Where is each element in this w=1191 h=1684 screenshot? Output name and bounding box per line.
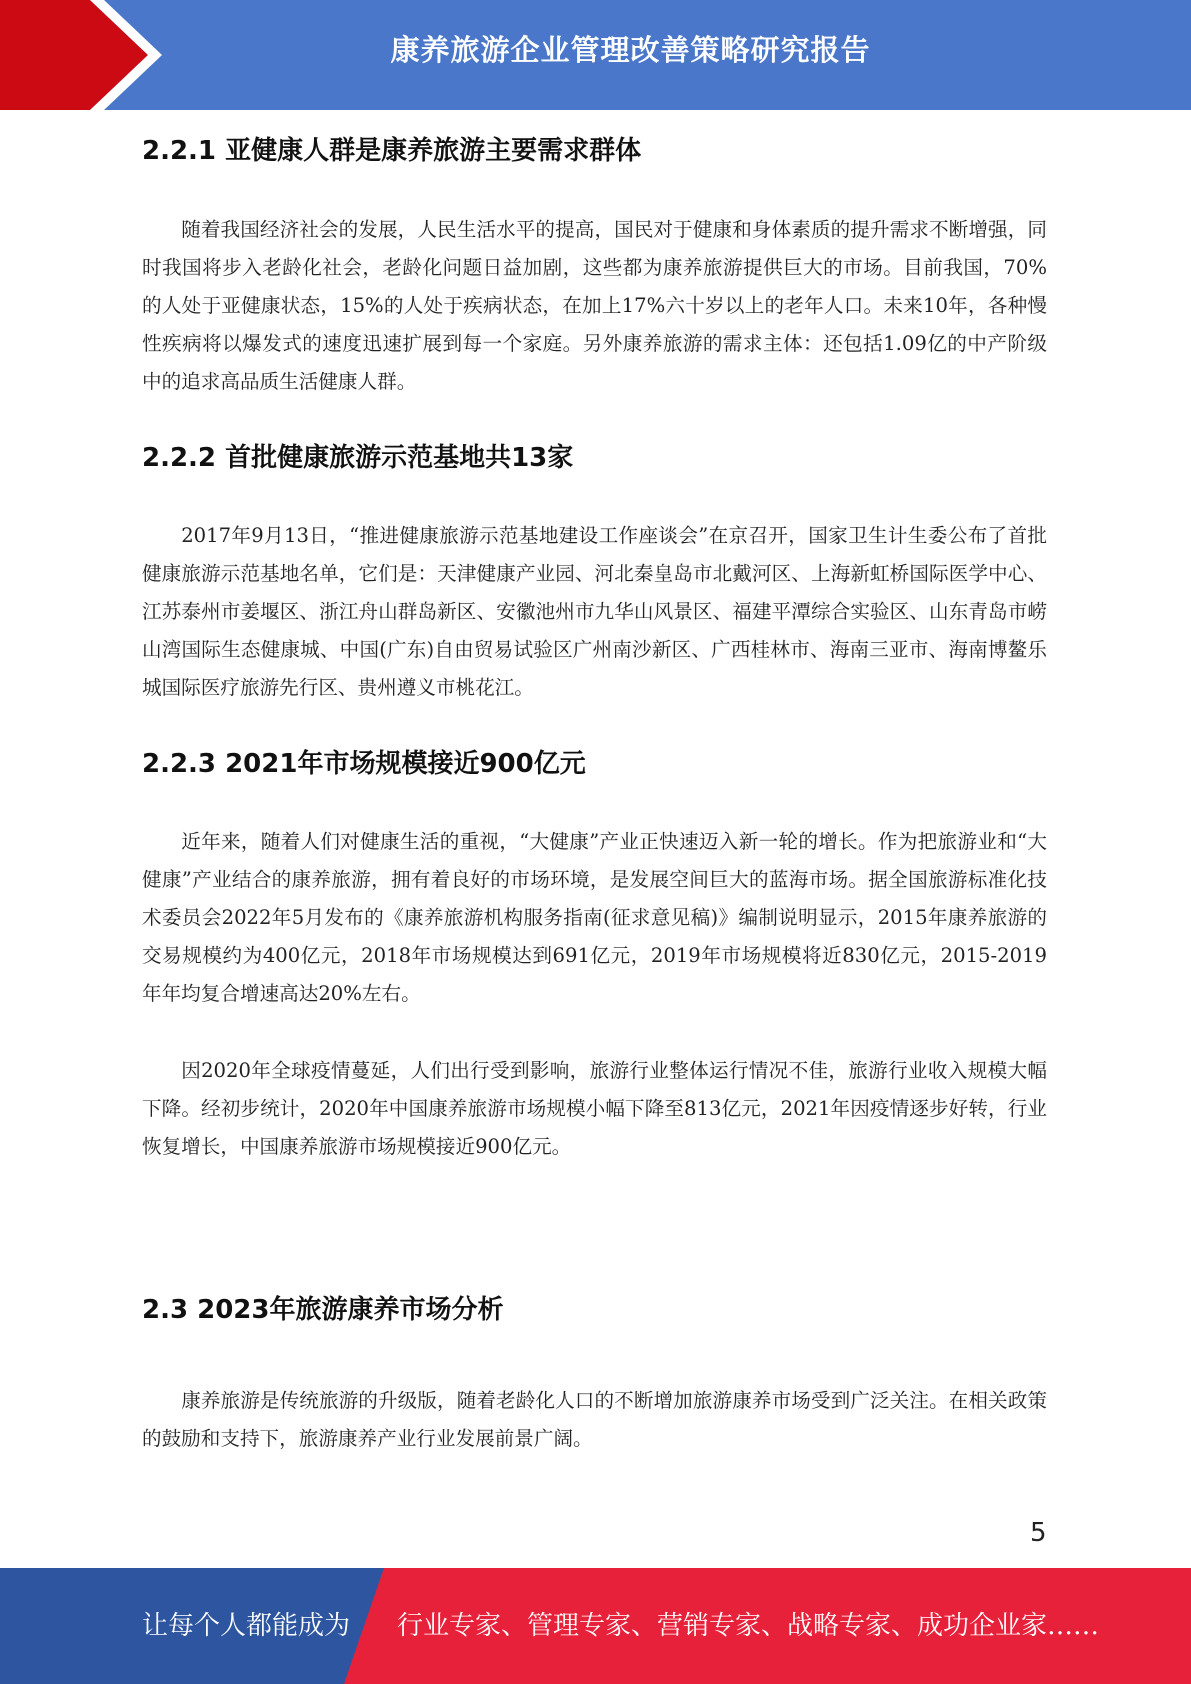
section-heading: 2.2.3 2021年市场规模接近900亿元 — [142, 749, 586, 779]
footer-slogan-right: 行业专家、管理专家、营销专家、战略专家、成功企业家…… — [397, 1611, 1100, 1641]
section-heading: 2.2.1 亚健康人群是康养旅游主要需求群体 — [142, 136, 642, 166]
section-paragraph: 因2020年全球疫情蔓延，人们出行受到影响，旅游行业整体运行情况不佳，旅游行业收入规模大幅下降。经初步统计，2020年中国康养旅游市场规模小幅下降至813亿元，2021年因疫情逐步好转，行业恢复增长，中国康养旅游市场规模接近900亿元。 — [142, 1059, 1047, 1158]
page-number: 5 — [1030, 1518, 1047, 1548]
footer-slogan-left: 让每个人都能成为 — [142, 1611, 351, 1641]
document-title: 康养旅游企业管理改善策略研究报告 — [390, 33, 871, 67]
header-banner — [0, 0, 1191, 110]
section-paragraph: 2017年9月13日，“推进健康旅游示范基地建设工作座谈会”在京召开，国家卫生计生委公布了首批健康旅游示范基地名单，它们是：天津健康产业园、河北秦皇岛市北戴河区、上海新虹桥国际医学中心、江苏泰州市姜堰区、浙江舟山群岛新区、安徽池州市九华山风景区、福建平潭综合实验区、山东青岛市崂山湾国际生态健康城、中国(广东)自由贸易试验区广州南沙新区、广西桂林市、海南三亚市、海南博鳌乐城国际医疗旅游先行区、贵州遵义市桃花江。 — [142, 524, 1047, 699]
section-paragraph: 近年来，随着人们对健康生活的重视，“大健康”产业正快速迈入新一轮的增长。作为把旅游业和“大健康”产业结合的康养旅游，拥有着良好的市场环境，是发展空间巨大的蓝海市场。据全国旅游标准化技术委员会2022年5月发布的《康养旅游机构服务指南(征求意见稿)》编制说明显示，2015年康养旅游的交易规模约为400亿元，2018年市场规模达到691亿元，2019年市场规模将近830亿元，2015-2019年年均复合增速高达20%左右。 — [142, 830, 1047, 1005]
section-heading: 2.3 2023年旅游康养市场分析 — [142, 1295, 504, 1325]
section-paragraph: 康养旅游是传统旅游的升级版，随着老龄化人口的不断增加旅游康养市场受到广泛关注。在相关政策的鼓励和支持下，旅游康养产业行业发展前景广阔。 — [142, 1389, 1047, 1450]
footer-banner — [0, 1568, 1191, 1684]
section-paragraph: 随着我国经济社会的发展，人民生活水平的提高，国民对于健康和身体素质的提升需求不断增强，同时我国将步入老龄化社会，老龄化问题日益加剧，这些都为康养旅游提供巨大的市场。目前我国，70%的人处于亚健康状态，15%的人处于疾病状态，在加上17%六十岁以上的老年人口。未来10年，各种慢性疾病将以爆发式的速度迅速扩展到每一个家庭。另外康养旅游的需求主体：还包括1.09亿的中产阶级中的追求高品质生活健康人群。 — [142, 218, 1047, 393]
section-heading: 2.2.2 首批健康旅游示范基地共13家 — [142, 443, 574, 473]
